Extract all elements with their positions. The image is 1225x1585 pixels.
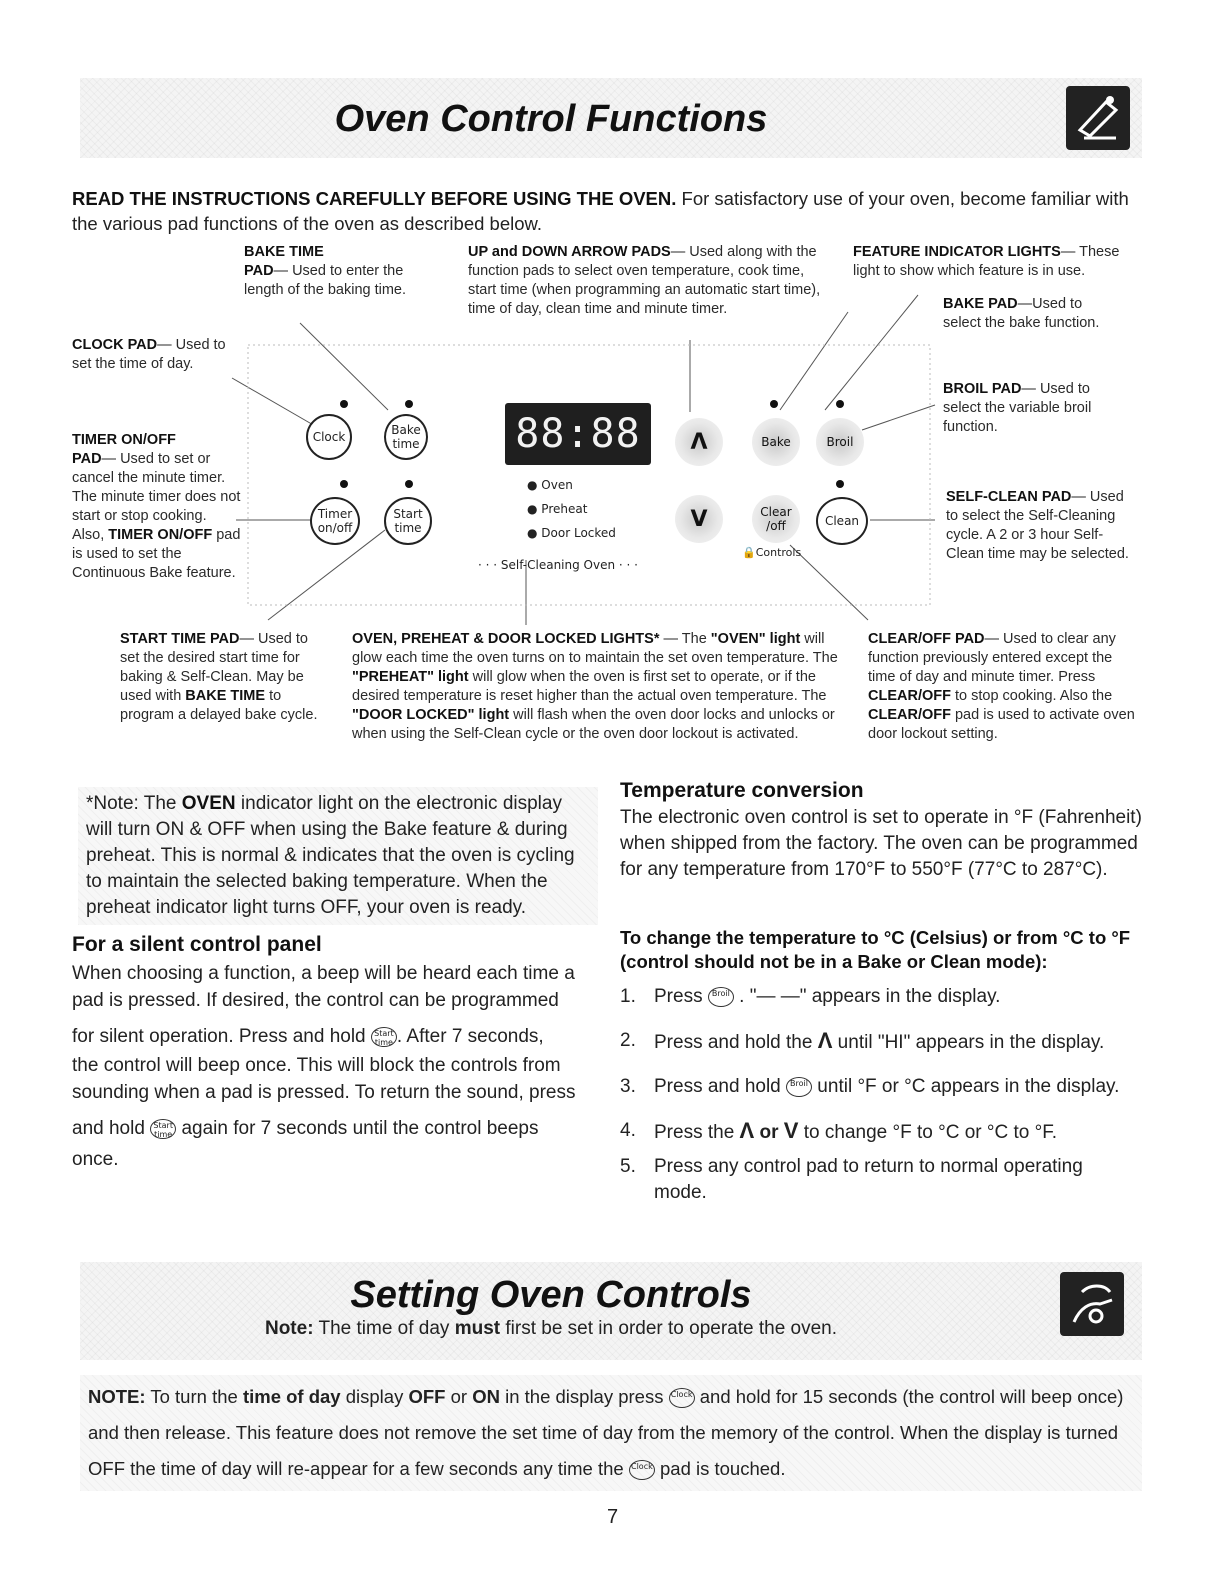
oven-indicator-note: [78, 787, 598, 925]
clean-indicator-dot: [836, 480, 844, 488]
oven-lights-desc: — The: [659, 631, 711, 647]
clock-indicator-dot: [340, 400, 348, 408]
clear-off-callout: [868, 630, 1143, 744]
step-text: Press and hold the: [654, 1032, 818, 1053]
step-text: until °F or °C appears in the display.: [812, 1076, 1120, 1097]
timer-pad-callout: [72, 431, 242, 583]
bake-time-indicator-dot: [405, 400, 413, 408]
clear-off-text2: pad is used to activate oven door lockout setting.: [868, 707, 1135, 742]
preheat-light-indicator: ● Preheat: [527, 502, 588, 516]
temp-change-subheading: To change the temperature to °C (Celsius) or from °C to °F (control should not be in a Bake or Clean mode):: [620, 927, 1131, 972]
silent-p4a: and hold: [72, 1118, 151, 1139]
intro-bold: READ THE INSTRUCTIONS CAREFULLY BEFORE USING THE OVEN.: [72, 188, 677, 209]
silent-p3: the control will beep once. This will block the controls from sounding when a pad is pressed. To return the sound, press: [72, 1055, 576, 1103]
clock-pad-title: CLOCK PAD: [72, 337, 158, 353]
silent-p2: [72, 1023, 594, 1050]
up-arrow-icon: Λ: [690, 429, 708, 455]
setting-controls-note: [80, 1318, 1022, 1340]
bake-time-title: BAKE TIME: [244, 244, 324, 260]
bake-time-title2: PAD: [244, 263, 274, 279]
bake-pad[interactable]: Bake: [752, 418, 800, 466]
temp-steps-list: [620, 984, 1140, 1206]
setting-controls-title: Setting Oven Controls: [350, 1274, 752, 1316]
start-time-desc: — Used to set the desired start time for baking & Self-Clean. May be used with: [120, 631, 308, 704]
time-display: 88:88: [505, 403, 651, 465]
start-time-bold2: BAKE TIME: [185, 688, 266, 704]
self-clean-desc: — Used to select the Self-Cleaning cycle. A 2 or 3 hour Self-Clean time may be selected.: [946, 489, 1129, 562]
step-or: or: [754, 1122, 784, 1143]
clear-off-desc: — Used to clear any function previously entered except the time of day and minute timer. Press: [868, 631, 1116, 685]
clear-off-pad[interactable]: Clear /off: [752, 495, 800, 543]
timer-pad-desc: — Used to set or cancel the minute timer. The minute timer does not start or stop cooking. Also,: [72, 451, 241, 543]
silent-p4: [72, 1115, 594, 1142]
bake-pad-desc: —Used to select the bake function.: [943, 296, 1100, 331]
door-locked-light-label: Door Locked: [541, 526, 616, 540]
feature-lights-callout: [853, 243, 1128, 281]
bottom-note-e: in the display press: [499, 1386, 669, 1407]
feature-lights-title: FEATURE INDICATOR LIGHTS: [853, 244, 1061, 260]
feature-lights-desc: — These light to show which feature is in use.: [853, 244, 1120, 279]
clock-mini-pad-icon: Clock: [629, 1460, 655, 1480]
preheat-light-label: Preheat: [541, 502, 588, 516]
preheat-light-bold: "PREHEAT" light: [352, 669, 469, 685]
page-number: 7: [606, 1506, 619, 1528]
page-title: Oven Control Functions: [334, 98, 768, 140]
time-of-day-note: [80, 1375, 1142, 1491]
hand-pressing-icon: [1060, 1272, 1124, 1336]
bake-pad-callout: [943, 295, 1113, 333]
timer-indicator-dot: [340, 480, 348, 488]
step-number: 2.: [620, 1030, 636, 1051]
setting-note-a: The time of day: [313, 1318, 455, 1339]
step-text: Press the: [654, 1122, 740, 1143]
silent-p1: When choosing a function, a beep will be heard each time a pad is pressed. If desired, the control can be programmed: [72, 963, 575, 1011]
arrow-pads-desc: — Used along with the function pads to select oven temperature, cook time, start time (when programming an automatic start time), time of day, clean time and minute timer.: [468, 244, 821, 317]
broil-indicator-dot: [836, 400, 844, 408]
timer-pad-title3: TIMER ON/OFF: [108, 527, 213, 543]
silent-panel-text: [72, 960, 594, 1173]
bottom-note-a: To turn the: [145, 1386, 243, 1407]
lock-icon: 🔒: [742, 546, 756, 559]
clear-off-text1: to stop cooking. Also the: [950, 688, 1113, 704]
step-number: 4.: [620, 1120, 636, 1141]
intro-body: For satisfactory use of your oven, become familiar with the various pad functions of the oven as described below.: [72, 188, 1129, 234]
oven-lights-title: OVEN, PREHEAT & DOOR LOCKED LIGHTS*: [352, 631, 660, 647]
setting-note-must: must: [454, 1318, 501, 1339]
self-clean-title: SELF-CLEAN PAD: [946, 489, 1072, 505]
temp-step-4: [620, 1118, 1140, 1146]
temp-step-3: [620, 1074, 1140, 1100]
timer-pad-title2: PAD: [72, 451, 102, 467]
clear-off-bold2: CLEAR/OFF: [868, 707, 951, 723]
start-time-indicator-dot: [405, 480, 413, 488]
step-text: Press any control pad to return to normal operating mode.: [654, 1156, 1083, 1203]
down-arrow-icon: V: [690, 506, 708, 532]
door-locked-bold: "DOOR LOCKED" light: [352, 707, 510, 723]
clean-pad[interactable]: Clean: [816, 497, 868, 545]
setting-controls-banner: [80, 1262, 1142, 1360]
temp-step-1: [620, 984, 1140, 1010]
temp-conversion-heading: Temperature conversion: [620, 779, 864, 802]
bottom-note-d: or: [445, 1386, 473, 1407]
clock-pad-callout: [72, 336, 242, 374]
step-number: 1.: [620, 986, 636, 1007]
silent-p4b: again for 7 seconds until the control beeps: [176, 1118, 539, 1139]
silent-panel-heading: For a silent control panel: [72, 933, 322, 956]
start-time-mini-pad-icon: Start time: [371, 1027, 397, 1047]
bottom-note-f: and hold for 15 seconds (the control will beep once) and then release. This feature does not remove the set time of day from the memory of the control. When the display is turned OFF the time of day will re-appear for a few seconds any time the: [88, 1386, 1124, 1479]
setting-note-b: first be set in order to operate the oven.: [500, 1318, 838, 1339]
broil-pad-desc: — Used to select the variable broil function.: [943, 381, 1092, 435]
controls-label: Controls: [755, 546, 802, 559]
bottom-note-g: pad is touched.: [654, 1458, 786, 1479]
oven-lights-callout: [352, 630, 852, 744]
up-arrow-pad[interactable]: [675, 418, 723, 466]
preheat-light-text: will glow when the oven is first set to operate, or if the desired temperature is reset higher than the actual oven temperature. The: [352, 669, 827, 704]
bake-time-desc: — Used to enter the length of the baking time.: [244, 263, 407, 298]
start-time-desc2: to program a delayed bake cycle.: [120, 688, 318, 723]
silent-p2a: for silent operation. Press and hold: [72, 1026, 371, 1047]
step-number: 3.: [620, 1076, 636, 1097]
self-cleaning-oven-label: · · · Self-Cleaning Oven · · ·: [478, 558, 638, 572]
clock-pad[interactable]: Clock: [306, 414, 352, 460]
start-time-title: START TIME PAD: [120, 631, 240, 647]
up-arrow-icon: Λ: [739, 1118, 755, 1143]
start-time-pad[interactable]: Start time: [384, 497, 432, 545]
down-arrow-pad[interactable]: [675, 495, 723, 543]
arrow-pads-title: UP and DOWN ARROW PADS: [468, 244, 671, 260]
broil-pad-callout: [943, 380, 1123, 437]
bottom-note-b1: time of day: [242, 1386, 341, 1407]
silent-p2b: . After 7 seconds,: [396, 1026, 544, 1047]
oven-light-bold: "OVEN" light: [710, 631, 801, 647]
note-prefix: *Note: The: [86, 793, 182, 814]
bake-time-pad[interactable]: Bake time: [384, 414, 428, 460]
note-body: indicator light on the electronic display will turn ON & OFF when using the Bake feature & during preheat. This is normal & indicates that the oven is cycling to maintain the selected baking temperature. When the preheat indicator light turns OFF, your oven is ready.: [86, 793, 575, 918]
step-number: 5.: [620, 1156, 636, 1177]
silent-p5: once.: [72, 1149, 119, 1170]
bake-indicator-dot: [770, 400, 778, 408]
oven-light-text: will glow each time the oven turns on to maintain the set oven temperature. The: [352, 631, 838, 666]
arrow-pads-callout: [468, 243, 833, 319]
up-arrow-icon: Λ: [817, 1028, 833, 1053]
start-time-mini-pad-icon: Start time: [150, 1119, 176, 1139]
step-text: to change °F to °C or °C to °F.: [798, 1122, 1057, 1143]
bake-pad-title: BAKE PAD: [943, 296, 1018, 312]
temp-step-5: [620, 1154, 1140, 1206]
self-clean-callout: [946, 488, 1136, 564]
step-text: Press: [654, 986, 708, 1007]
bottom-note-label: NOTE:: [88, 1386, 146, 1407]
temp-conversion-text: The electronic oven control is set to operate in °F (Fahrenheit) when shipped from the factory. The oven can be programmed for any temperature from 170°F to 550°F (77°C to 287°C).: [620, 807, 1142, 880]
clear-off-bold1: CLEAR/OFF: [868, 688, 951, 704]
timer-on-off-pad[interactable]: Timer on/off: [310, 497, 360, 545]
step-text: . "— —" appears in the display.: [733, 986, 1001, 1007]
setting-note-label: Note:: [264, 1318, 314, 1339]
bottom-note-b3: ON: [472, 1386, 500, 1407]
bottom-note-c: display: [340, 1386, 409, 1407]
clock-pad-desc: — Used to set the time of day.: [72, 337, 226, 372]
oven-light-indicator: ● Oven: [527, 478, 573, 492]
timer-pad-desc2: pad is used to set the Continuous Bake feature.: [72, 527, 241, 581]
step-text: until "HI" appears in the display.: [832, 1032, 1105, 1053]
broil-pad[interactable]: Broil: [816, 418, 864, 466]
timer-pad-title: TIMER ON/OFF: [72, 432, 176, 448]
step-text: Press and hold: [654, 1076, 787, 1097]
bottom-note-b2: OFF: [408, 1386, 446, 1407]
temp-step-2: [620, 1028, 1140, 1056]
broil-mini-pad-icon: Broil: [786, 1077, 812, 1097]
door-locked-light-indicator: ● Door Locked: [527, 526, 616, 540]
clear-off-title: CLEAR/OFF PAD: [868, 631, 985, 647]
start-time-callout: [120, 630, 325, 725]
door-locked-text: will flash when the oven door locks and unlocks or when using the Self-Clean cycle or the oven door lockout is activated.: [352, 707, 835, 742]
down-arrow-icon: V: [783, 1118, 799, 1143]
broil-pad-title: BROIL PAD: [943, 381, 1022, 397]
controls-lock-label: [742, 546, 801, 559]
broil-mini-pad-icon: Broil: [708, 987, 734, 1007]
oven-light-label: Oven: [541, 478, 573, 492]
bake-time-callout: [244, 243, 424, 300]
note-oven-bold: OVEN: [181, 793, 236, 814]
clock-mini-pad-icon: Clock: [669, 1388, 695, 1408]
